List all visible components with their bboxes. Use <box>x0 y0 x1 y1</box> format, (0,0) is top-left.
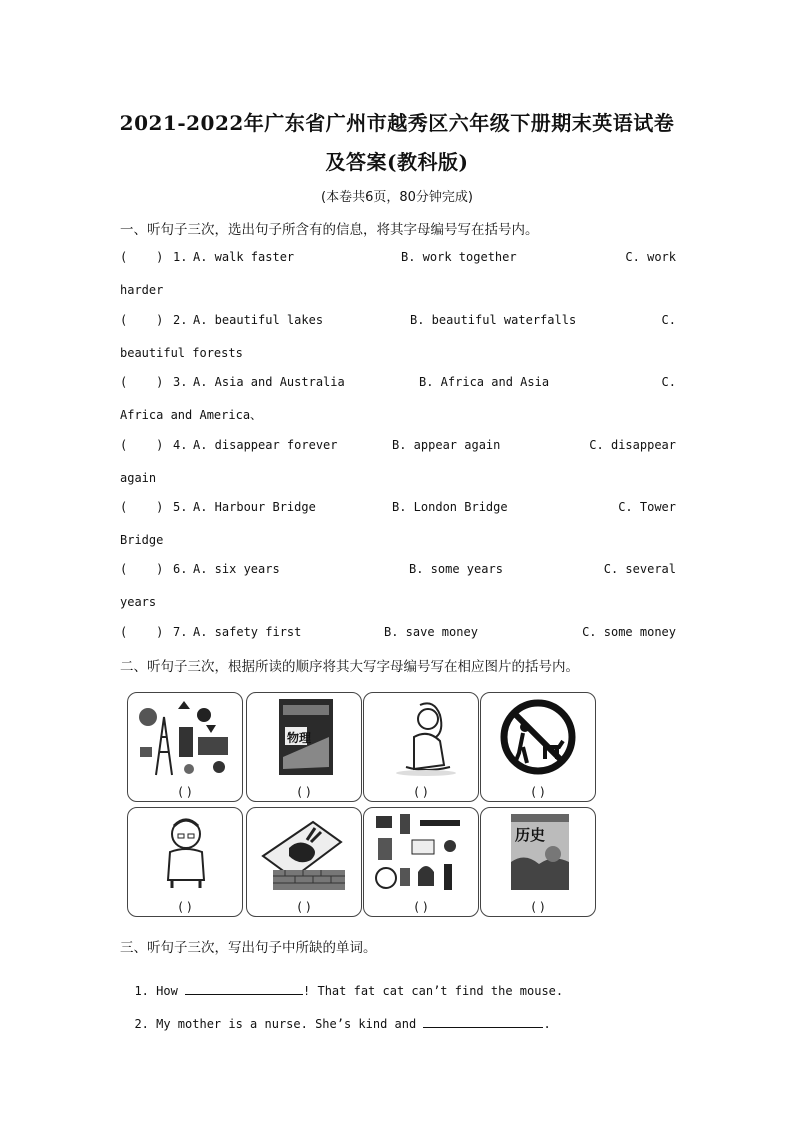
section-2-heading: 二、听句子三次，根据所读的顺序将其大写字母编号写在相应图片的括号内。 <box>120 659 579 675</box>
question-number: 5. <box>173 500 188 514</box>
answer-paren[interactable]: ( ) <box>120 250 164 264</box>
option-b: B. save money <box>384 625 478 639</box>
option-b: B. Africa and Asia <box>419 375 550 389</box>
answer-paren[interactable]: ( ) <box>120 562 164 576</box>
wall-rabbit-image <box>253 812 355 892</box>
answer-paren[interactable]: ( ) <box>120 313 164 327</box>
answer-paren[interactable]: ( ) <box>120 625 164 639</box>
section-3-heading: 三、听句子三次，写出句子中所缺的单词。 <box>120 940 377 956</box>
picture-answer-paren[interactable]: ( ) <box>531 900 545 914</box>
option-c: C. disappear <box>589 438 676 452</box>
picture-card-london-landmarks <box>363 807 479 917</box>
picture-card-sad-boy <box>127 807 243 917</box>
question-number: 1. <box>173 250 188 264</box>
answer-blank-1[interactable] <box>185 982 303 995</box>
picture-grid <box>127 689 601 917</box>
answer-paren[interactable]: ( ) <box>120 438 164 452</box>
option-a: A. safety first <box>193 625 302 639</box>
option-c: C. work <box>625 250 676 264</box>
history-book-title: 历史 <box>515 826 546 844</box>
picture-card-landmarks <box>127 692 243 802</box>
question-2-suffix: . <box>543 1017 551 1031</box>
fill-blank-question-2 <box>120 1001 676 1031</box>
option-b: B. work together <box>401 250 517 264</box>
option-b: B. beautiful waterfalls <box>410 313 577 327</box>
question-number: 6. <box>173 562 188 576</box>
physics-book-title: 物理 <box>287 731 312 745</box>
fill-blank-question-1 <box>120 968 676 998</box>
option-b: B. London Bridge <box>392 500 508 514</box>
option-a: A. walk faster <box>193 250 295 264</box>
landmarks-collage-image <box>134 697 236 777</box>
answer-paren[interactable]: ( ) <box>120 500 164 514</box>
answer-paren[interactable]: ( ) <box>120 375 164 389</box>
picture-answer-paren[interactable]: ( ) <box>178 900 192 914</box>
picture-card-history-book <box>480 807 596 917</box>
girl-sitting-image <box>370 697 472 777</box>
question-number: 4. <box>173 438 188 452</box>
option-a: A. beautiful lakes <box>193 313 324 327</box>
option-c-continued: harder <box>120 283 164 297</box>
question-number: 7. <box>173 625 188 639</box>
option-c-continued: years <box>120 595 157 609</box>
option-b: B. appear again <box>392 438 501 452</box>
option-a: A. disappear forever <box>193 438 338 452</box>
picture-card-girl-sitting <box>363 692 479 802</box>
picture-answer-paren[interactable]: ( ) <box>414 900 428 914</box>
option-a: A. Harbour Bridge <box>193 500 316 514</box>
option-c-continued: beautiful forests <box>120 346 243 360</box>
option-a: A. six years <box>193 562 280 576</box>
section-1-heading: 一、听句子三次，选出句子所含有的信息，将其字母编号写在括号内。 <box>120 222 539 238</box>
london-landmarks-collage-image <box>370 812 472 892</box>
no-dog-sign-icon <box>487 697 589 777</box>
option-c: C. some money <box>582 625 676 639</box>
picture-answer-paren[interactable]: ( ) <box>297 900 311 914</box>
option-c-continued: again <box>120 471 157 485</box>
page-title: 2021-2022年广东省广州市越秀区六年级下册期末英语试卷 <box>119 111 675 135</box>
picture-card-wall-rabbit <box>246 807 362 917</box>
answer-blank-2[interactable] <box>423 1015 543 1028</box>
sad-boy-image <box>134 812 236 892</box>
option-b: B. some years <box>409 562 503 576</box>
picture-answer-paren[interactable]: ( ) <box>297 785 311 799</box>
question-1-prefix: 1. How <box>134 984 186 998</box>
option-a: A. Asia and Australia <box>193 375 345 389</box>
picture-answer-paren[interactable]: ( ) <box>178 785 192 799</box>
option-c: C. <box>661 375 676 389</box>
picture-answer-paren[interactable]: ( ) <box>531 785 545 799</box>
question-number: 2. <box>173 313 188 327</box>
option-c-continued: Bridge <box>120 533 164 547</box>
page-title-line2: 及答案(教科版) <box>325 150 469 174</box>
question-number: 3. <box>173 375 188 389</box>
option-c: C. Tower <box>618 500 676 514</box>
option-c: C. <box>661 313 676 327</box>
picture-answer-paren[interactable]: ( ) <box>414 785 428 799</box>
question-2-prefix: 2. My mother is a nurse. She’s kind and <box>134 1017 424 1031</box>
picture-card-physics-book <box>246 692 362 802</box>
option-c: C. several <box>603 562 676 576</box>
question-1-suffix: ! That fat cat can’t find the mouse. <box>303 984 564 998</box>
option-c-continued: Africa and America、 <box>120 408 263 422</box>
page-subtitle: (本卷共6页，80分钟完成) <box>321 190 473 205</box>
picture-card-no-dog-sign <box>480 692 596 802</box>
